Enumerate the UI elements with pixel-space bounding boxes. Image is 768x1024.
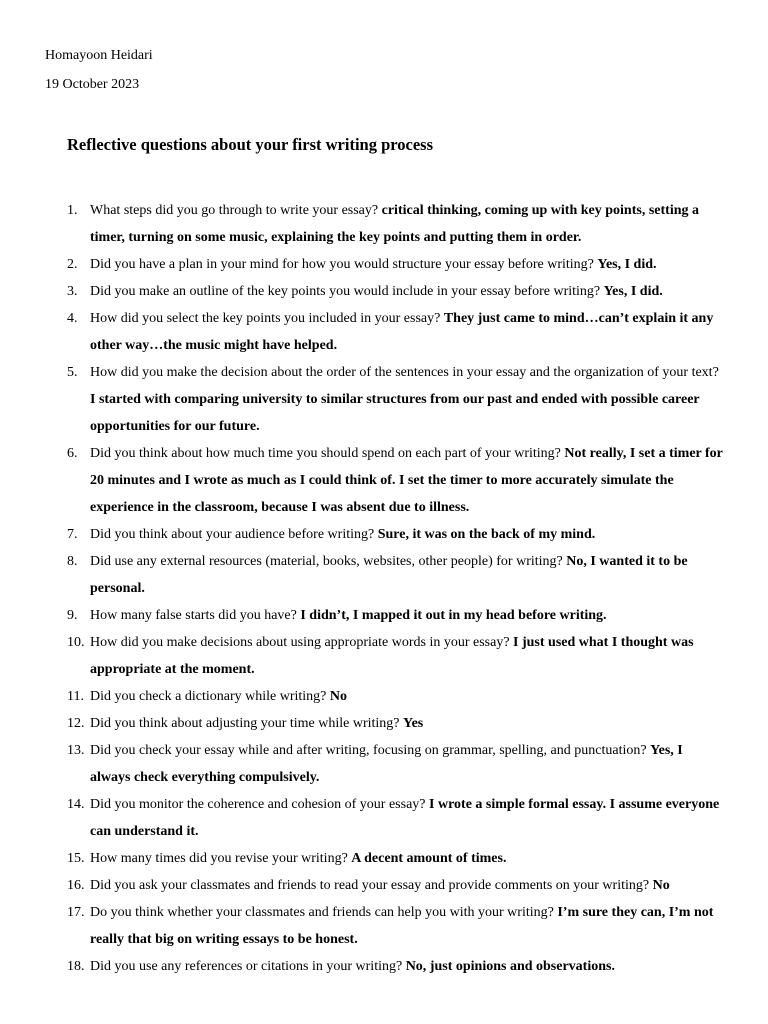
question-number: 15.: [67, 851, 85, 866]
document-title: Reflective questions about your first writing process: [67, 135, 434, 154]
question-number: 1.: [67, 203, 78, 218]
question-text: Did you monitor the coherence and cohesion of your essay?: [90, 797, 426, 812]
answer-text: No, just opinions and observations.: [405, 959, 615, 974]
question-text: Did you think about adjusting your time while writing?: [90, 716, 400, 731]
answer-text: critical thinking, coming up with key points, setting a timer, turning on some music, explaining the key points and putting them in order.: [90, 203, 699, 245]
question-number: 11.: [67, 689, 84, 704]
question-text: How did you make the decision about the order of the sentences in your essay and the organization of your text?: [90, 365, 719, 380]
question-text: Did you have a plan in your mind for how you would structure your essay before writing?: [90, 257, 594, 272]
question-text: Did you check a dictionary while writing?: [90, 689, 327, 704]
question-text: What steps did you go through to write your essay?: [90, 203, 379, 218]
question-item: [0, 359, 768, 440]
answer-text: I’m sure they can, I’m not really that big on writing essays to be honest.: [90, 905, 714, 947]
answer-text: No: [329, 689, 347, 704]
answer-text: I wrote a simple formal essay. I assume everyone can understand it.: [90, 797, 720, 839]
document-date: 19 October 2023: [45, 77, 140, 92]
answer-text: I didn’t, I mapped it out in my head before writing.: [300, 608, 607, 623]
question-text: Did you use any references or citations in your writing?: [90, 959, 403, 974]
answer-text: I started with comparing university to similar structures from our past and ended with possible career opportunities for our future.: [90, 392, 700, 434]
question-list: [0, 197, 768, 980]
question-text: How did you select the key points you included in your essay?: [90, 311, 441, 326]
question-item: [0, 683, 768, 710]
question-number: 2.: [67, 257, 78, 272]
question-item: [0, 197, 768, 251]
question-text: Did use any external resources (material, books, websites, other people) for writing?: [90, 554, 563, 569]
question-item: [0, 305, 768, 359]
author-name: Homayoon Heidari: [45, 48, 153, 63]
answer-text: They just came to mind…can’t explain it any other way…the music might have helped.: [90, 311, 714, 353]
answer-text: Sure, it was on the back of my mind.: [377, 527, 596, 542]
question-number: 16.: [67, 878, 85, 893]
answer-text: Yes: [403, 716, 424, 731]
question-number: 6.: [67, 446, 78, 461]
question-text: Do you think whether your classmates and friends can help you with your writing?: [90, 905, 554, 920]
question-text: Did you think about your audience before writing?: [90, 527, 375, 542]
question-number: 14.: [67, 797, 85, 812]
question-text: How many false starts did you have?: [90, 608, 297, 623]
question-text: How did you make decisions about using appropriate words in your essay?: [90, 635, 510, 650]
question-item: [0, 521, 768, 548]
question-number: 13.: [67, 743, 85, 758]
question-text: How many times did you revise your writing?: [90, 851, 348, 866]
question-text: Did you ask your classmates and friends to read your essay and provide comments on your writing?: [90, 878, 650, 893]
answer-text: No: [652, 878, 670, 893]
answer-text: Not really, I set a timer for 20 minutes and I wrote as much as I could think of. I set the timer to more accurately simulate the experience in the classroom, because I was absent due to illness.: [90, 446, 723, 515]
question-text: Did you make an outline of the key points you would include in your essay before writing?: [90, 284, 601, 299]
question-number: 17.: [67, 905, 85, 920]
answer-text: Yes, I did.: [603, 284, 663, 299]
question-number: 9.: [67, 608, 78, 623]
answer-text: Yes, I did.: [597, 257, 657, 272]
question-item: [0, 845, 768, 872]
question-item: [0, 548, 768, 602]
question-text: Did you think about how much time you should spend on each part of your writing?: [90, 446, 561, 461]
question-number: 18.: [67, 959, 85, 974]
question-item: [0, 629, 768, 683]
question-item: [0, 872, 768, 899]
question-item: [0, 791, 768, 845]
question-number: 4.: [67, 311, 78, 326]
question-number: 5.: [67, 365, 78, 380]
question-item: [0, 440, 768, 521]
question-text: Did you check your essay while and after writing, focusing on grammar, spelling, and punctuation?: [90, 743, 647, 758]
question-item: [0, 710, 768, 737]
answer-text: I just used what I thought was appropriate at the moment.: [90, 635, 694, 677]
question-number: 8.: [67, 554, 78, 569]
question-item: [0, 251, 768, 278]
question-item: [0, 602, 768, 629]
question-item: [0, 953, 768, 980]
answer-text: Yes, I always check everything compulsively.: [90, 743, 683, 785]
question-number: 12.: [67, 716, 85, 731]
question-item: [0, 737, 768, 791]
question-number: 10.: [67, 635, 85, 650]
question-number: 3.: [67, 284, 78, 299]
question-item: [0, 278, 768, 305]
answer-text: A decent amount of times.: [351, 851, 507, 866]
answer-text: No, I wanted it to be personal.: [90, 554, 688, 596]
question-item: [0, 899, 768, 953]
question-number: 7.: [67, 527, 78, 542]
